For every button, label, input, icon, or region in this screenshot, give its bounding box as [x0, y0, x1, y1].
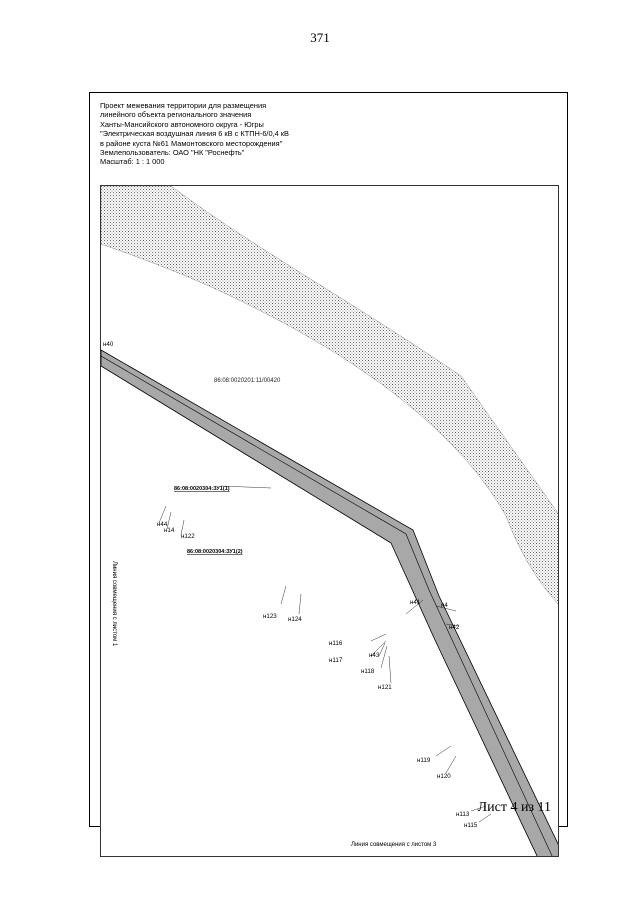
title-line-2: линейного объекта регионального значения [100, 110, 252, 120]
point-n119: н119 [417, 757, 431, 764]
point-n113: н113 [456, 811, 470, 818]
match-line-bottom: Линия совмещения с листом 3 [351, 842, 437, 848]
title-line-3: Ханты-Мансийского автономного округа - Югры [100, 119, 264, 129]
title-line-4: "Электрическая воздушная линия 6 кВ с КТПН-6/0,4 кВ [100, 129, 289, 139]
point-n123: н123 [263, 613, 277, 620]
point-n42: н42 [449, 624, 460, 631]
sheet-frame [89, 92, 568, 848]
map-area [100, 185, 559, 857]
point-n116: н116 [329, 640, 343, 647]
point-n117: н117 [329, 657, 343, 664]
point-n121: н121 [378, 684, 392, 691]
point-n43: н43 [369, 652, 380, 659]
parcel-label-1: 86:08:0020304:ЗУ1(1) [174, 486, 230, 492]
parcel-label-2: 86:08:0020304:ЗУ1(2) [187, 549, 243, 555]
title-line-5: в районе куста №61 Мамонтовского месторождения" [100, 138, 283, 148]
point-n120: н120 [437, 773, 451, 780]
parcel-label-top: 86:08:0020201:11/00420 [214, 378, 281, 384]
point-n124: н124 [288, 616, 302, 623]
point-n14: н14 [164, 527, 175, 534]
point-n41: н41 [410, 599, 421, 606]
point-n118: н118 [361, 668, 375, 675]
point-n122: н122 [181, 533, 195, 540]
point-n44: н44 [157, 521, 168, 528]
title-line-7: Масштаб: 1 : 1 000 [100, 157, 165, 167]
sheet-label: Лист 4 из 11 [477, 800, 551, 815]
point-n115: н115 [464, 822, 478, 829]
page-number: 371 [310, 30, 330, 45]
match-line-left: Линия совмещения с листом 1 [111, 561, 117, 647]
title-line-6: Землепользователь: ОАО "НК "Роснефть" [100, 148, 245, 158]
point-n4: н4 [441, 602, 448, 609]
title-line-1: Проект межевания территории для размещения [100, 101, 267, 110]
point-n40: н40 [103, 341, 114, 348]
title-block [100, 101, 540, 167]
map-drawing [101, 186, 559, 857]
